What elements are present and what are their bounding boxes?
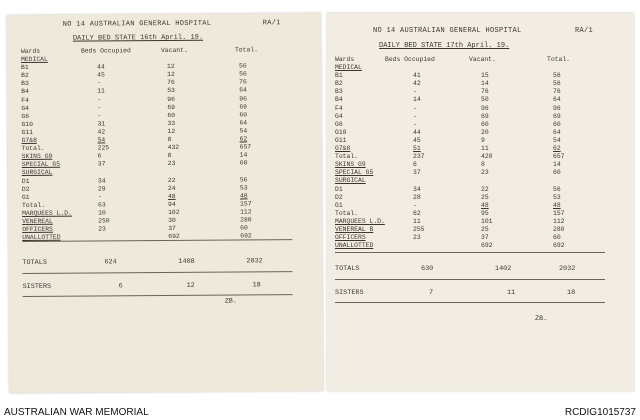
beds-total: 62 [239,135,248,143]
beds-vacant: 22 [167,176,176,184]
beds-vacant: 76 [167,79,175,87]
sisters-total: 18 [252,281,261,290]
beds-total: 157 [239,200,252,208]
table-row [327,105,634,113]
beds-occupied: 44 [97,63,105,71]
beds-total: 692 [553,242,565,250]
ward-name: UNALLOTTED [22,233,61,242]
beds-occupied: 255 [413,226,425,233]
beds-vacant: 14 [481,80,489,88]
beds-occupied: - [413,120,417,128]
beds-total: 60 [239,159,248,167]
beds-total: 280 [553,226,565,233]
rule [335,252,605,253]
beds-occupied: - [97,112,102,120]
ward-name: G11 [335,136,347,144]
beds-vacant: 12 [167,71,175,79]
table-row [327,194,634,202]
beds-total: 157 [553,209,565,217]
sheet-title: DAILY BED STATE 16th April. 19. [72,33,204,43]
beds-vacant: 23 [167,160,176,168]
beds-total: 54 [239,127,248,135]
beds-occupied: 62 [413,209,421,217]
beds-occupied: 54 [97,136,106,144]
ward-name: B4 [335,96,343,104]
beds-total: 96 [239,94,247,102]
beds-total: 56 [239,70,247,78]
beds-occupied: 45 [97,71,105,79]
beds-total: 53 [553,193,561,201]
table-row [327,121,634,129]
beds-occupied: 11 [97,87,105,95]
beds-vacant: 95 [481,209,489,217]
beds-vacant: 37 [481,234,489,242]
ward-name: SURGICAL [335,177,366,185]
hospital-name: NO 14 AUSTRALIAN GENERAL HOSPITAL [62,19,212,29]
beds-vacant: 69 [167,103,176,111]
beds-total: 14 [239,151,248,159]
ward-name: D2 [21,185,30,193]
ward-name: UNALLOTTED [335,242,374,250]
beds-occupied: 41 [413,72,421,80]
column-headers [327,56,634,64]
ward-name: MARQUEES L.D. [335,217,385,225]
ward-name: G11 [21,128,34,136]
beds-occupied: - [97,193,102,201]
beds-vacant: 96 [167,95,175,103]
ward-name: Total. [335,153,359,161]
beds-occupied: 34 [97,176,106,184]
col-total: Total. [547,56,571,63]
beds-total: 60 [239,111,248,119]
beds-total: 48 [239,192,248,200]
beds-occupied: - [97,79,102,87]
reference-code: RA/1 [575,27,594,35]
beds-vacant: 53 [167,87,175,95]
ward-name: G7&8 [21,136,37,144]
ward-name: B3 [21,80,29,88]
beds-vacant: 432 [167,143,180,152]
beds-occupied: 51 [413,145,421,152]
rule [335,302,605,303]
bed-state-sheet-17-april [327,13,634,391]
beds-total: 76 [239,78,247,86]
ward-name: SKINS G9 [335,161,366,169]
beds-total: 64 [553,96,561,104]
beds-vacant: 60 [167,111,176,119]
ward-name: G1 [335,201,343,209]
sheet-title: DAILY BED STATE 17th April. 19. [379,42,510,50]
ward-name: G10 [335,128,347,136]
beds-vacant: 37 [168,225,176,233]
beds-occupied: 63 [97,201,106,209]
beds-total: 56 [553,185,561,193]
table-row [327,80,634,88]
rule [23,294,293,297]
ward-name: G7&8 [335,145,351,152]
beds-vacant: 22 [481,185,489,193]
archive-id: RCDIG1015737 [564,407,636,418]
beds-total: 112 [553,217,565,225]
beds-occupied: 42 [413,80,421,88]
totals-total: 2032 [559,265,576,273]
archive-credit: AUSTRALIAN WAR MEMORIAL [4,407,149,418]
totals-vacant: 1402 [495,265,512,273]
beds-vacant: 692 [168,233,180,241]
table-row [327,96,634,104]
beds-total: 60 [553,120,561,128]
beds-occupied: - [97,104,102,112]
beds-total: 53 [239,184,248,192]
col-wards: Wards [20,47,41,56]
beds-total: 56 [239,62,247,70]
beds-vacant: 11 [481,145,489,152]
col-vacant: Vacant. [469,56,496,63]
ward-name: B2 [335,80,343,88]
beds-occupied: 11 [413,217,421,225]
ward-name: D1 [21,177,30,185]
ward-name: B1 [335,72,343,80]
beds-total: 62 [553,145,561,152]
totals-occupied: 624 [104,258,117,267]
rule [22,271,292,274]
beds-vacant: 76 [481,88,489,96]
beds-vacant: 25 [481,193,489,201]
beds-vacant: 60 [481,120,489,128]
beds-total: 56 [553,80,561,88]
table-row [327,202,634,210]
ward-name: G4 [335,112,343,120]
sisters-label: SISTERS [22,282,52,291]
beds-total: 96 [553,104,561,112]
beds-occupied: 37 [413,169,421,177]
sisters-total: 18 [567,289,576,297]
beds-total: 60 [240,224,248,232]
col-wards: Wards [335,56,355,63]
totals-label: TOTALS [335,265,360,273]
sisters-occupied: 6 [118,282,123,291]
beds-total: 56 [239,175,248,183]
col-beds-occupied: Beds Occupied [385,56,435,63]
ward-name: B3 [335,88,343,96]
table-row [327,226,634,234]
ward-name: VENEREAL [22,217,53,225]
beds-total: 69 [239,103,248,111]
beds-total: 657 [553,153,565,161]
table-row [327,210,634,218]
beds-occupied: 45 [413,136,421,144]
table-row [327,186,634,194]
ward-name: D2 [335,193,343,201]
beds-vacant: 94 [167,200,176,208]
beds-occupied: 44 [413,128,421,136]
ward-name: SPECIAL G5 [335,169,374,177]
beds-total: 64 [239,119,248,127]
beds-vacant: 692 [481,242,493,250]
table-row [327,72,634,80]
col-total: Total. [234,46,258,54]
sisters-vacant: 12 [186,281,195,290]
beds-total: 48 [553,201,561,209]
reference-code: RA/1 [262,19,281,28]
ward-name: MARQUEES L.D. [22,209,72,217]
ward-name: F4 [21,96,29,104]
beds-occupied: 29 [97,185,106,193]
beds-vacant: 12 [167,63,175,71]
beds-occupied: 23 [98,225,106,233]
beds-total: 64 [239,86,247,94]
beds-vacant: 69 [481,112,489,120]
beds-occupied: 34 [413,185,421,193]
ward-name: Total. [335,209,359,217]
beds-total: 54 [553,136,561,144]
col-beds-occupied: Beds Occupied [80,47,131,55]
beds-vacant: 102 [168,208,180,216]
table-row [327,169,634,177]
beds-total: 56 [553,72,561,80]
beds-vacant: 12 [167,127,176,135]
ward-name: OFFICERS [335,234,366,242]
table-row [327,218,634,226]
beds-total: 60 [553,169,561,177]
ward-name: B4 [21,88,29,96]
sisters-label: SISTERS [335,289,364,297]
col-vacant: Vacant. [160,46,188,55]
sisters-vacant: 11 [507,289,516,297]
beds-vacant: 48 [167,192,176,200]
beds-occupied: 31 [97,120,106,128]
ward-name: SKINS G9 [21,152,53,161]
beds-occupied: - [413,104,417,112]
beds-vacant: 9 [481,136,485,144]
beds-vacant: 8 [481,161,485,169]
beds-occupied: 237 [413,153,425,161]
beds-total: 60 [553,234,561,242]
beds-occupied: 14 [413,96,421,104]
table-row [327,234,634,242]
ward-name: G6 [21,112,30,120]
table-row [327,88,634,96]
table-row [327,137,634,145]
table-row [327,129,634,137]
hospital-name: NO 14 AUSTRALIAN GENERAL HOSPITAL [373,27,522,35]
beds-occupied: 28 [413,193,421,201]
beds-occupied: 250 [98,217,110,225]
beds-total: 76 [553,88,561,96]
ward-name: G4 [21,104,30,112]
beds-vacant: 101 [481,217,493,225]
initials: ZB. [224,297,237,306]
beds-occupied: - [97,95,102,103]
beds-occupied: - [413,201,417,209]
ward-name: Total. [21,201,46,209]
beds-vacant: 8 [167,135,172,143]
totals-occupied: 630 [421,265,434,273]
beds-total: 692 [240,232,252,240]
ward-name: OFFICERS [22,225,53,234]
beds-vacant: 30 [168,216,176,224]
beds-total: 657 [239,143,252,151]
beds-occupied: 225 [97,144,110,152]
beds-occupied: 37 [97,160,106,168]
ward-name: VENEREAL B [335,226,374,233]
beds-total: 280 [240,216,252,224]
beds-occupied: - [413,88,417,96]
sisters-occupied: 7 [429,289,434,297]
beds-vacant: 24 [167,184,176,192]
rule [335,279,605,280]
ward-name: Total. [21,144,45,153]
table-row [327,64,634,72]
ward-name: G1 [21,193,30,201]
initials: ZB. [535,315,548,323]
bed-state-sheet-16-april [7,13,324,393]
ward-name: F4 [335,104,343,112]
totals-total: 2032 [246,257,263,266]
beds-occupied: - [413,112,417,120]
beds-vacant: 48 [481,201,489,209]
ward-name: SPECIAL G5 [21,161,61,169]
totals-label: TOTALS [22,258,47,267]
table-row [327,113,634,121]
table-row [327,153,634,161]
beds-occupied: 6 [413,161,417,169]
table-row [327,242,634,250]
beds-occupied: 10 [98,209,106,217]
table-row [327,145,634,153]
beds-occupied: 23 [413,234,421,242]
beds-total: 69 [553,112,561,120]
beds-vacant: 8 [167,152,172,160]
beds-total: 14 [553,161,561,169]
table-row [327,161,634,169]
table-row [327,177,634,185]
beds-total: 112 [240,208,252,216]
beds-vacant: 23 [481,169,489,177]
totals-vacant: 1408 [178,257,195,266]
beds-vacant: 15 [481,72,489,80]
beds-vacant: 25 [481,226,489,233]
ward-name: B2 [21,72,29,80]
beds-vacant: 20 [481,128,489,136]
beds-total: 64 [553,128,561,136]
ward-name: MEDICAL [335,64,362,71]
ward-name: SURGICAL [21,169,53,177]
beds-vacant: 420 [481,153,493,161]
beds-vacant: 50 [481,96,489,104]
beds-occupied: 42 [97,128,106,136]
beds-occupied: 6 [97,152,102,160]
beds-vacant: 33 [167,119,176,127]
beds-vacant: 96 [481,104,489,112]
ward-name: G10 [21,120,33,128]
ward-name: B1 [21,64,29,72]
ward-name: G6 [335,120,343,128]
ward-name: MEDICAL [20,55,48,64]
ward-name: D1 [335,185,343,193]
